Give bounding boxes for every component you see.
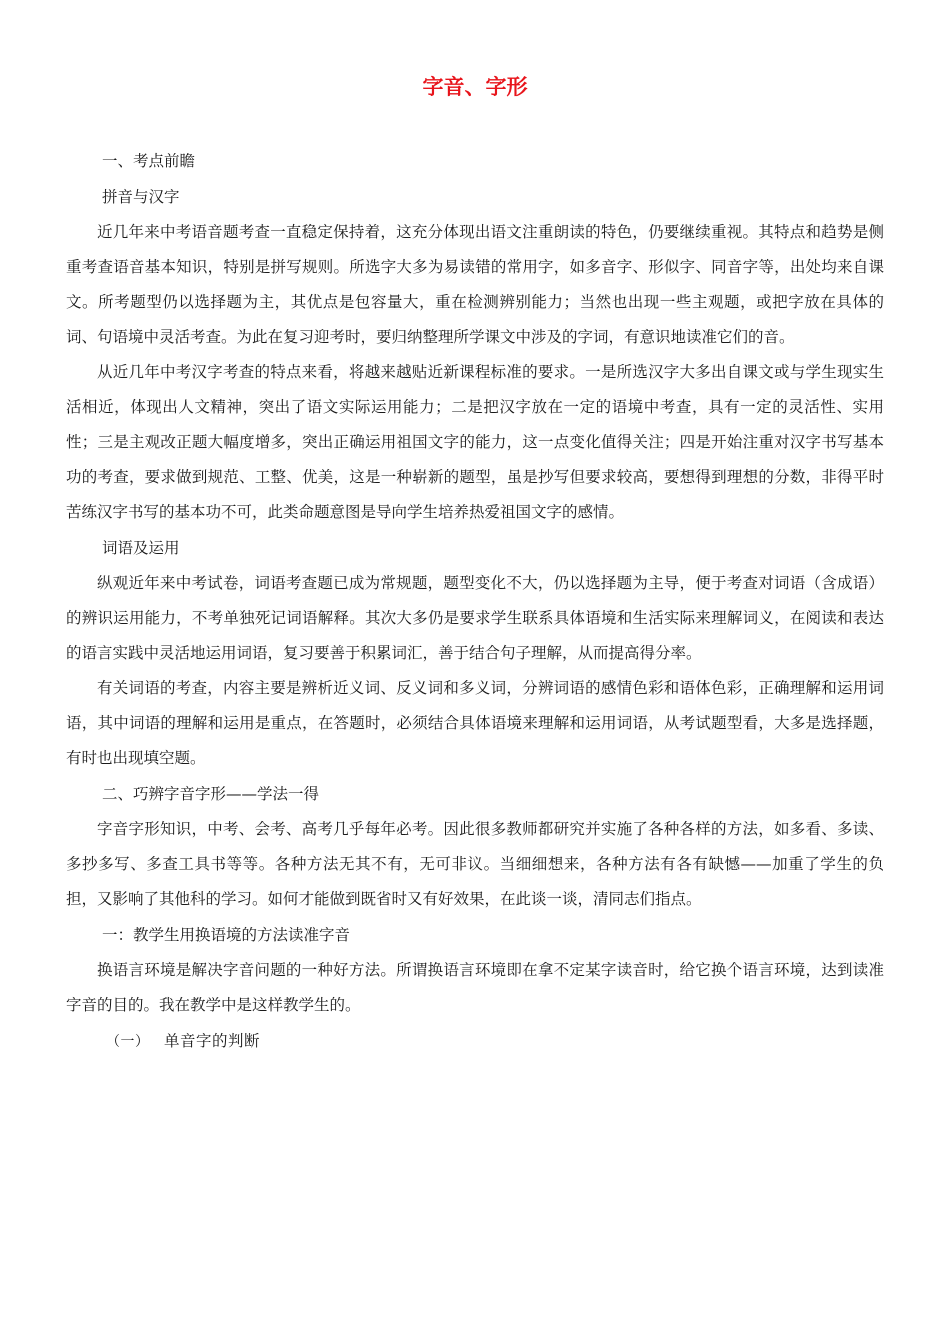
paragraph-hanzi: 从近几年中考汉字考查的特点来看，将越来越贴近新课程标准的要求。一是所选汉字大多出自课文或与学生现实生活相近，体现出人文精神，突出了语文实际运用能力；二是把汉字放在一定的语境中考查，具有一定的灵活性、实用性；三是主观改正题大幅度增多，突出正确运用祖国文字的能力，这一点变化值得关注；四是开始注重对汉字书写基本功的考查，要求做到规范、工整、优美，这是一种崭新的题型，虽是抄写但要求较高，要想得到理想的分数，非得平时苦练汉字书写的基本功不可，此类命题意图是导向学生培养热爱祖国文字的感情。 [66, 363, 884, 521]
paragraph-yuyin: 近几年来中考语音题考查一直稳定保持着，这充分体现出语文注重朗读的特色，仍要继续重视。其特点和趋势是侧重考查语音基本知识，特别是拼写规则。所选字大多为易读错的常用字，如多音字、形似字、同音字等，出处均来自课文。所考题型仍以选择题为主，其优点是包容量大，重在检测辨别能力；当然也出现一些主观题，或把字放在具体的词、句语境中灵活考查。为此在复习迎考时，要归纳整理所学课文中涉及的字词，有意识地读准它们的音。 [66, 223, 884, 346]
section-heading-kaodian: 一、考点前瞻 [102, 152, 196, 170]
subheading-danyinzi [66, 1023, 884, 1060]
document-title: 字音、字形 [422, 74, 528, 99]
subheading-text: 单音字的判断 [164, 1032, 261, 1050]
subheading-marker: （一） [106, 1034, 150, 1050]
paragraph-huan-yuyan: 换语言环境是解决字音问题的一种好方法。所谓换语言环境即在拿不定某字读音时，给它换个语言环境，达到读准字音的目的。我在教学中是这样教学生的。 [66, 961, 884, 1014]
document-body [66, 143, 884, 1060]
paragraph-ciyu-neirong: 有关词语的考查，内容主要是辨析近义词、反义词和多义词，分辨词语的感情色彩和语体色彩，正确理解和运用词语，其中词语的理解和运用是重点，在答题时，必须结合具体语境来理解和运用词语，从考试题型看，大多是选择题，有时也出现填空题。 [66, 679, 884, 767]
section-heading-qiaobian: 二、巧辨字音字形——学法一得 [102, 785, 320, 803]
paragraph-ziyin-zixing: 字音字形知识，中考、会考、高考几乎每年必考。因此很多教师都研究并实施了各种各样的方法，如多看、多读、多抄多写、多查工具书等等。各种方法无其不有，无可非议。当细细想来，各种方法有各有缺憾——加重了学生的负担，又影响了其他科的学习。如何才能做到既省时又有好效果，在此谈一谈，清同志们指点。 [66, 820, 884, 908]
subheading-pinyin-hanzi: 拼音与汉字 [102, 188, 180, 206]
subheading-ciyu: 词语及运用 [102, 539, 180, 557]
subheading-huan-yujing: 一：教学生用换语境的方法读准字音 [102, 926, 351, 944]
paragraph-ciyu-kaocha: 纵观近年来中考试卷，词语考查题已成为常规题，题型变化不大，仍以选择题为主导，便于考查对词语（含成语）的辨识运用能力，不考单独死记词语解释。其次大多仍是要求学生联系具体语境和生活实际来理解词义，在阅读和表达的语言实践中灵活地运用词语，复习要善于积累词汇，善于结合句子理解，从而提高得分率。 [66, 574, 884, 662]
